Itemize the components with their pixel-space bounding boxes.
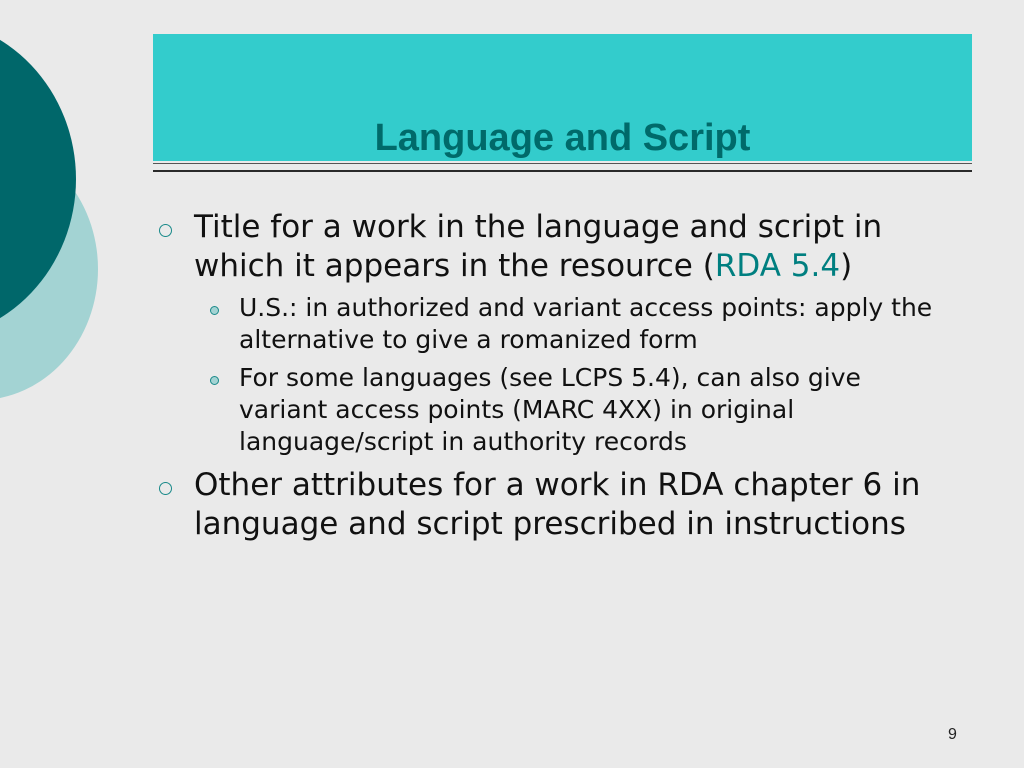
sub-bullet-text: For some languages (see LCPS 5.4), can also give variant access points (MARC 4XX) in original language/script in authority records [239,363,861,456]
hollow-circle-bullet-icon [159,224,172,237]
title-divider-thin [153,163,972,164]
bullet-item [150,208,940,458]
sub-bullet-text: U.S.: in authorized and variant access points: apply the alternative to give a romanized form [239,293,933,354]
slide-title: Language and Script [374,117,751,159]
bullet-text: Other attributes for a work in RDA chapter 6 in language and script prescribed in instructions [194,467,921,542]
title-divider [153,170,972,172]
bullet-text-end: ) [840,248,853,284]
sub-bullet-item [150,292,940,356]
slide-content [150,208,940,552]
hollow-circle-bullet-icon [159,482,172,495]
rda-link[interactable]: RDA 5.4 [714,248,841,284]
bullet-text: Title for a work in the language and script in which it appears in the resource ( [194,209,883,284]
title-bar [153,34,972,161]
dot-bullet-icon [210,306,219,315]
sub-bullet-item [150,362,940,458]
dot-bullet-icon [210,376,219,385]
bullet-item [150,466,940,544]
page-number: 9 [948,726,957,743]
